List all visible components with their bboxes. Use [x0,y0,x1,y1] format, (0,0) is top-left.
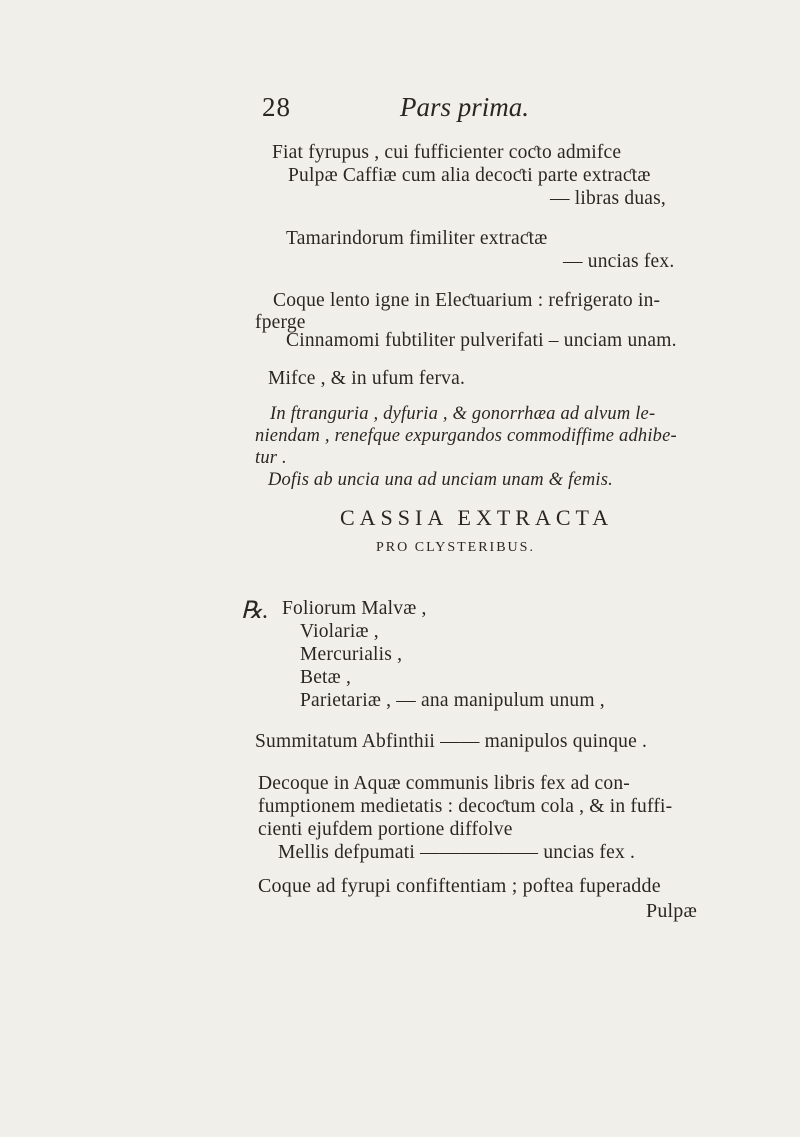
running-title: Pars prima. [400,92,530,122]
recipe-line: Pulpæ [646,900,698,922]
text-line: — uncias fex. [563,251,675,272]
text-line: Dofis ab uncia una ad unciam unam & femis. [268,470,613,490]
recipe-line: cienti ejufdem portione diffolve [258,819,513,840]
recipe-line: Foliorum Malvæ , [282,598,427,619]
recipe-line: Coque ad fyrupi confiftentiam ; poftea fuperadde [258,875,661,897]
recipe-line: Mellis defpumati —————— uncias fex . [278,842,636,863]
recipe-line: Decoque in Aquæ communis libris fex ad con- [258,773,630,794]
text-line: fperge [255,312,306,333]
text-line: Coque lento igne in Eleƈtuarium : refrigerato in- [273,290,661,311]
text-line: Pulpæ Caffiæ cum alia decoƈti parte extraƈtæ [288,165,651,186]
recipe-line: Betæ , [300,667,352,688]
recipe-line: fumptionem medietatis : decoƈtum cola , & in fuffi- [258,796,673,817]
text-line: Cinnamomi fubtiliter pulverifati – unciam unam. [286,330,677,351]
page-header [262,92,762,132]
page-number: 28 [262,92,291,122]
text-line: niendam , renefque expurgandos commodiffime adhibe- [255,426,677,446]
text-line: Mifce , & in ufum ferva. [268,368,466,389]
text-line: — libras duas, [550,188,666,209]
recipe-line: Summitatum Abfinthii —— manipulos quinque . [255,731,648,752]
text-line: tur . [255,448,287,468]
recipe-line: Violariæ , [300,621,379,642]
recipe-line: Parietariæ , — ana manipulum unum , [300,690,605,711]
section-subtitle: PRO CLYSTERIBUS. [376,540,535,555]
text-line: Fiat fyrupus , cui fufficienter coƈto admifce [272,142,622,163]
recipe-line: Mercurialis , [300,644,403,665]
text-line: Tamarindorum fimiliter extraƈtæ [286,228,548,249]
text-line: In ftranguria , dyfuria , & gonorrhæa ad alvum le- [270,404,656,424]
recipe-symbol: ℞. [241,598,269,624]
section-title: CASSIA EXTRACTA [340,505,614,530]
